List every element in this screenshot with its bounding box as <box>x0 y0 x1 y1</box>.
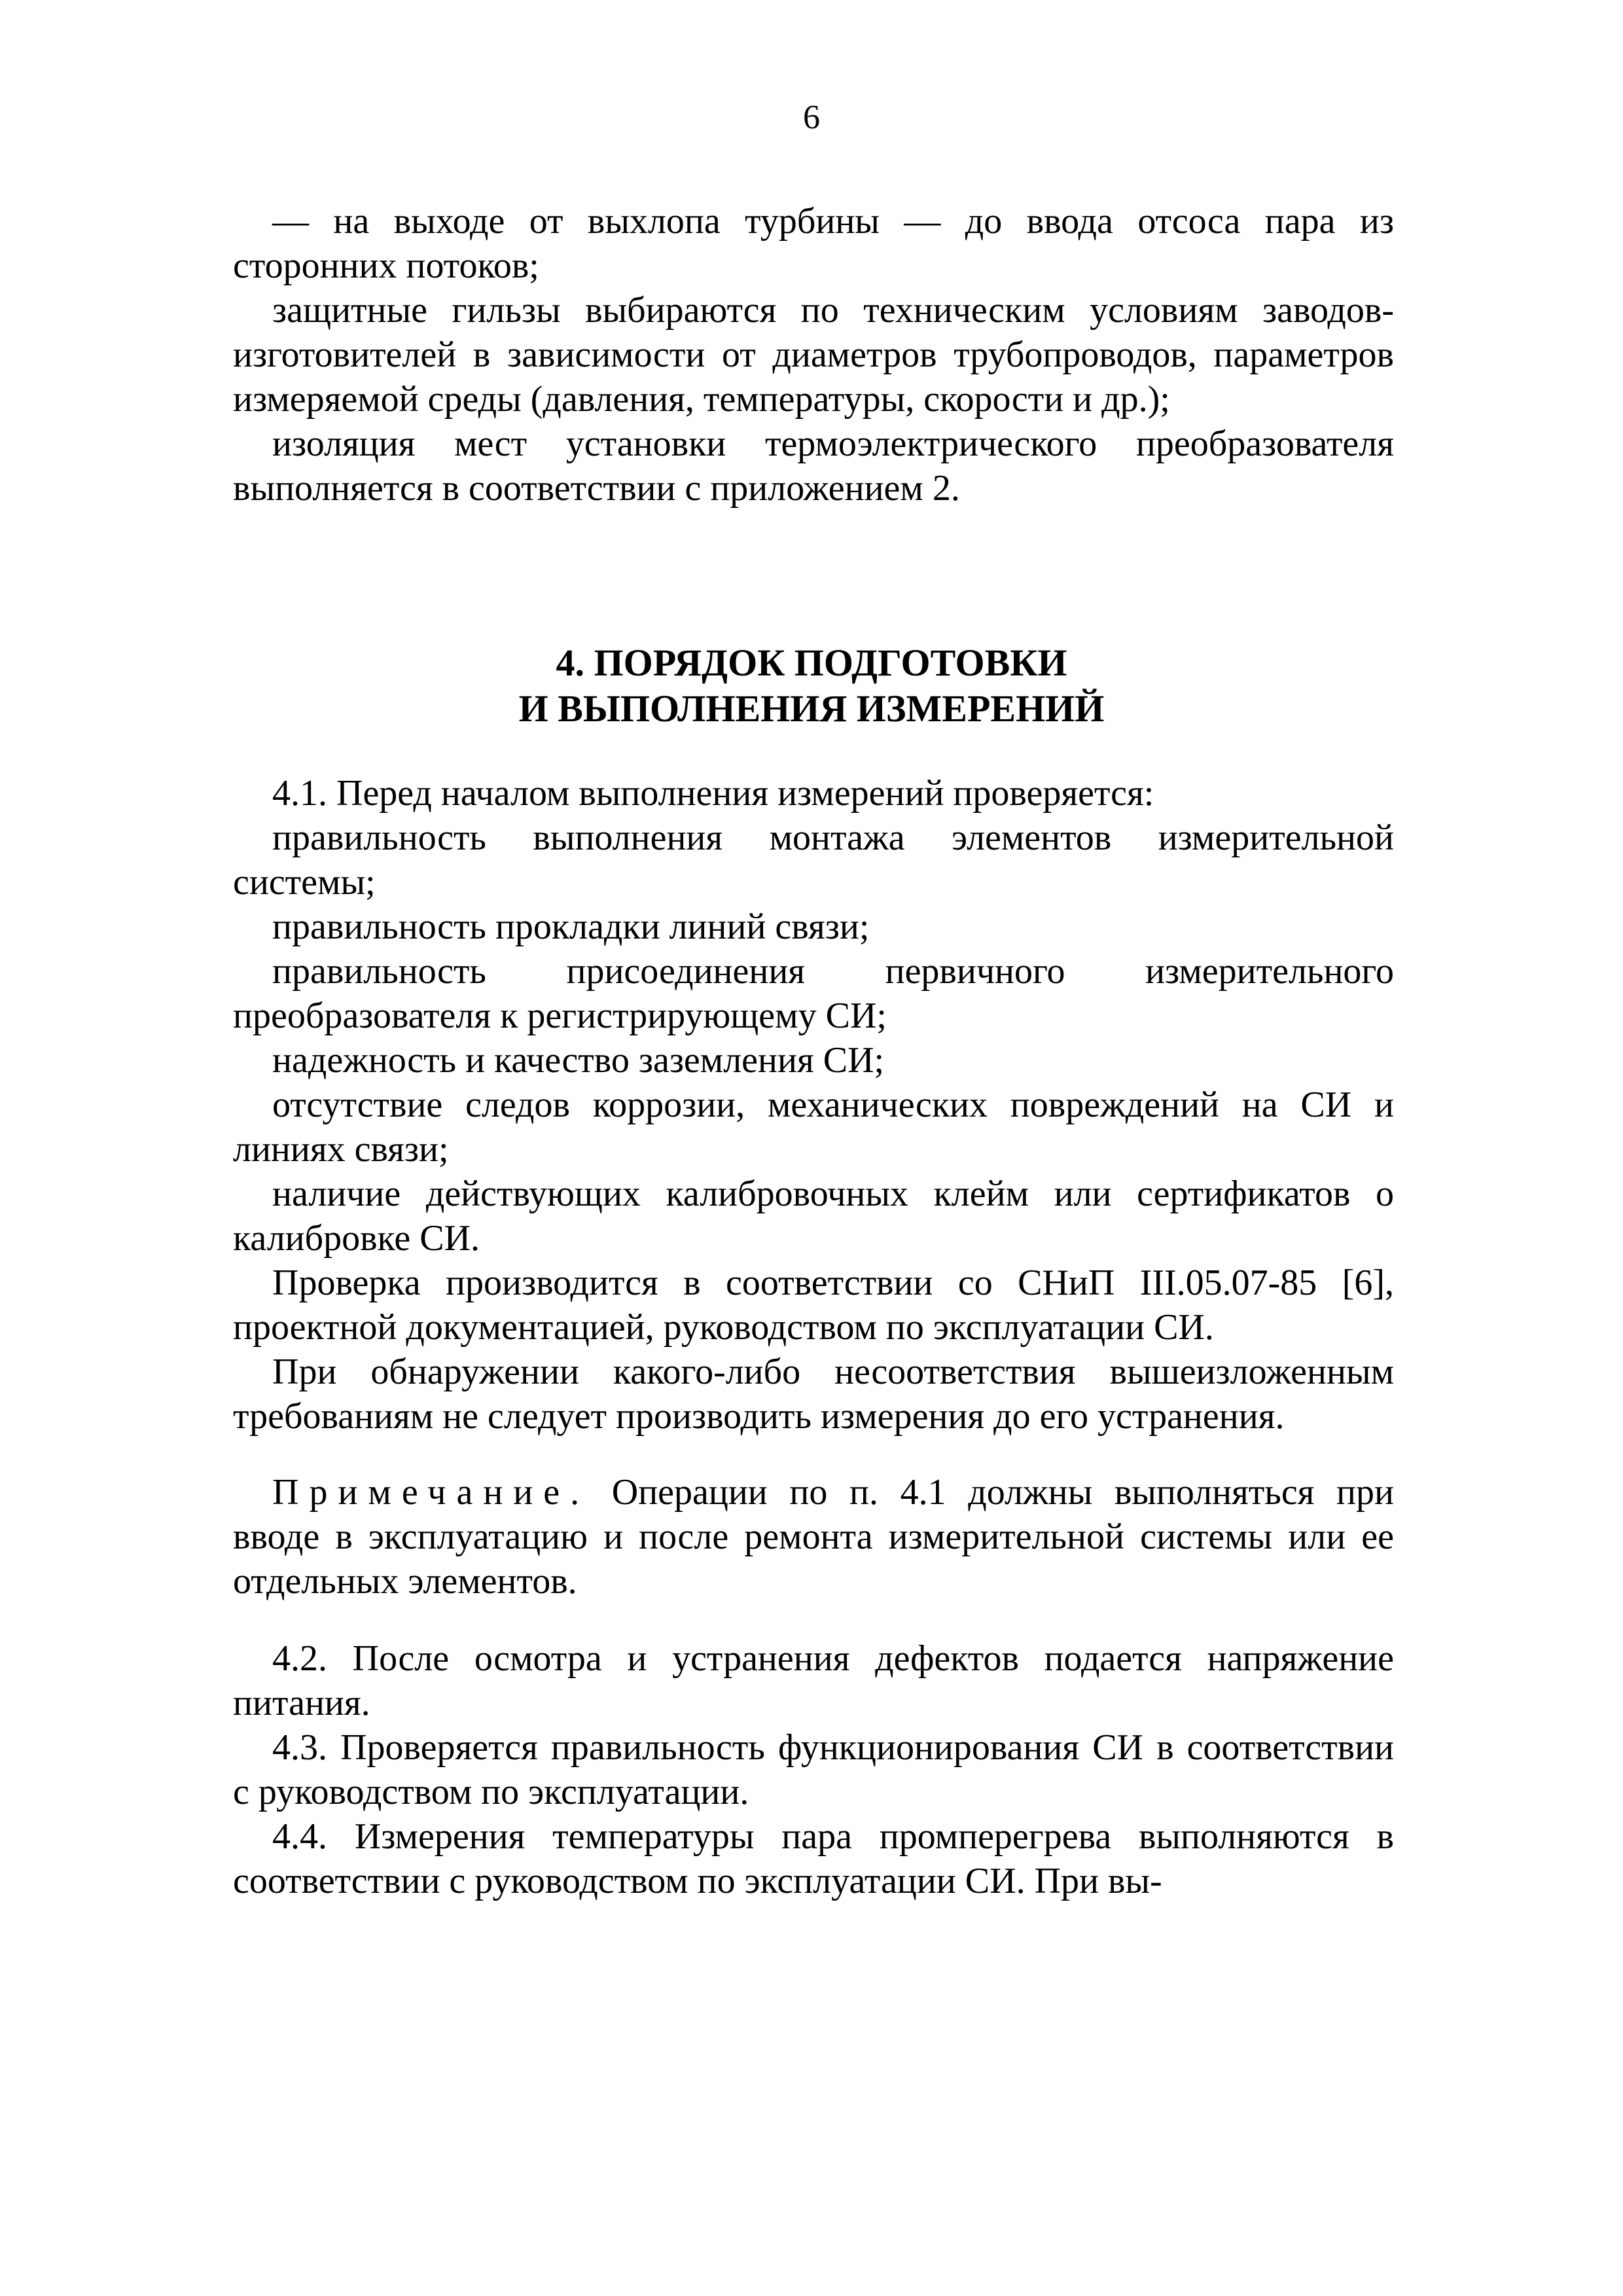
sections-4-2-to-4-4-block <box>233 1636 1394 1903</box>
note-paragraph <box>233 1470 1394 1604</box>
paragraph: 4.4. Измерения температуры пара промперегрева выполняются в соответствии с руководством по эксплуатации СИ. При вы- <box>233 1816 1394 1901</box>
paragraph: — на выходе от выхлопа турбины — до ввода отсоса пара из сторонних потоков; <box>233 201 1394 286</box>
paragraph: изоляция мест установки термоэлектрического преобразователя выполняется в соответствии с приложением 2. <box>233 423 1394 509</box>
paragraph: отсутствие следов коррозии, механических повреждений на СИ и линиях связи; <box>233 1085 1394 1170</box>
note-label: Примечание. <box>272 1472 590 1513</box>
paragraph: 4.1. Перед началом выполнения измерений проверяется: <box>272 773 1154 814</box>
paragraph: правильность выполнения монтажа элементов измерительной системы; <box>233 817 1394 903</box>
top-text-block <box>233 199 1394 511</box>
paragraph: Проверка производится в соответствии со СНиП III.05.07-85 [6], проектной документацией, руководством по эксплуатации СИ. <box>233 1263 1394 1348</box>
paragraph: При обнаружении какого-либо несоответствия вышеизложенным требованиям не следует производить измерения до его устранения. <box>233 1352 1394 1437</box>
paragraph: защитные гильзы выбираются по техническим условиям заводов-изготовителей в зависимости от диаметров трубопроводов, параметров измеряемой среды (давления, температуры, скорости и др.); <box>233 290 1394 420</box>
paragraph: надежность и качество заземления СИ; <box>272 1040 885 1081</box>
paragraph: правильность прокладки линий связи; <box>272 906 870 947</box>
note-text: Операции по п. 4.1 должны выполняться при вводе в эксплуатацию и после ремонта измерительной системы или ее отдельных элементов. <box>233 1472 1394 1602</box>
section-heading-line-2: И ВЫПОЛНЕНИЯ ИЗМЕРЕНИЙ <box>518 687 1105 730</box>
section-heading-line-1: 4. ПОРЯДОК ПОДГОТОВКИ <box>556 641 1067 684</box>
note-block <box>233 1470 1394 1604</box>
paragraph: наличие действующих калибровочных клейм или сертификатов о калибровке СИ. <box>233 1174 1394 1259</box>
paragraph: 4.2. После осмотра и устранения дефектов подается напряжение питания. <box>233 1638 1394 1723</box>
paragraph: 4.3. Проверяется правильность функционирования СИ в соответствии с руководством по эксплуатации. <box>233 1727 1394 1812</box>
paragraph: правильность присоединения первичного измерительного преобразователя к регистрирующему СИ; <box>233 951 1394 1036</box>
page-number: 6 <box>803 99 820 136</box>
section-heading <box>0 640 1623 732</box>
section-4-1-block <box>233 771 1394 1439</box>
